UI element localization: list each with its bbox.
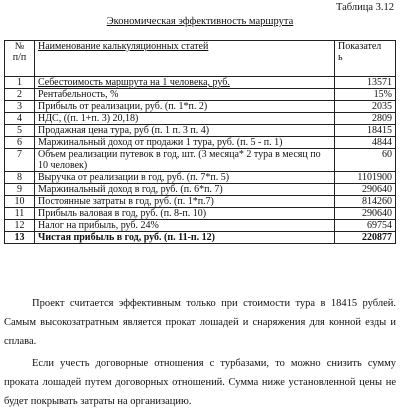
row-name [35, 149, 335, 172]
row-name-text: Прибыль от реализации, руб. (п. 1*п. 2) [38, 101, 208, 112]
row-name-text: Продажная цена тура, руб (п. 1 п. 3 п. 4) [38, 125, 210, 136]
row-name-text: Чистая прибыль в год, руб. (п. 11-п. 12) [38, 232, 215, 243]
row-name [35, 232, 335, 244]
table-row [5, 125, 396, 137]
table-row [5, 232, 396, 244]
table-row [5, 101, 396, 113]
row-value: 2035 [335, 101, 396, 113]
table-row [5, 113, 396, 125]
row-number: 7 [5, 149, 35, 172]
row-value: 814260 [335, 196, 396, 208]
table-row [5, 77, 396, 89]
table-body [5, 77, 396, 244]
row-value: 1101900 [335, 172, 396, 184]
row-name-text: Выручка от реализации в год, руб. (п. 7*п. 5) [38, 172, 230, 183]
table-row [5, 89, 396, 101]
row-value: 290640 [335, 184, 396, 196]
row-name-text: Налог на прибыль, руб. 24% [38, 220, 159, 231]
row-number: 13 [5, 232, 35, 244]
table-number: Таблица 3.12 [335, 2, 394, 13]
row-name [35, 220, 335, 232]
row-name [35, 208, 335, 220]
row-value: 220877 [335, 232, 396, 244]
row-name [35, 196, 335, 208]
economic-efficiency-table [4, 40, 396, 244]
header-name: Наименование калькуляционных статей [35, 41, 335, 77]
row-number: 10 [5, 196, 35, 208]
row-name [35, 89, 335, 101]
row-name [35, 101, 335, 113]
table-row [5, 149, 396, 172]
row-value: 69754 [335, 220, 396, 232]
row-value: 2809 [335, 113, 396, 125]
row-name-text: Прибыль валовая в год, руб. (п. 8-п. 10) [38, 208, 207, 219]
table-row [5, 220, 396, 232]
header-number: № п/п [5, 41, 35, 77]
row-number: 3 [5, 101, 35, 113]
table-row [5, 184, 396, 196]
header-value: Показател ь [335, 41, 396, 77]
row-name-text: Рентабельность, % [38, 89, 119, 100]
paragraph-1: Проект считается эффективным только при стоимости тура в 18415 рублей. Самым высокозатратным является прокат лошадей и снаряжения для конной езды и сплава. [4, 298, 396, 347]
row-name [35, 172, 335, 184]
row-name-text: Объем реализации путевок в год, шт. (3 месяца* 2 тура в месяц по 10 человек) [38, 149, 321, 171]
row-value: 13571 [335, 77, 396, 89]
row-name-text: Себестоимость маршрута на 1 человека, руб. [38, 77, 230, 88]
table-row [5, 208, 396, 220]
row-number: 1 [5, 77, 35, 89]
row-name-text: Постоянные затраты в год, руб. (п. 1*п.7) [38, 196, 214, 207]
row-number: 4 [5, 113, 35, 125]
row-value: 18415 [335, 125, 396, 137]
row-name [35, 184, 335, 196]
row-name-text: Маржинальный доход в год, руб. (п. 6*п. 7) [38, 184, 223, 195]
row-name [35, 125, 335, 137]
row-number: 11 [5, 208, 35, 220]
row-number: 9 [5, 184, 35, 196]
row-number: 8 [5, 172, 35, 184]
row-name [35, 113, 335, 125]
row-value: 290640 [335, 208, 396, 220]
table-title: Экономическая эффективность маршрута [106, 16, 294, 27]
paragraph-2: Если учесть договорные отношения с турбазами, то можно снизить сумму проката лошадей путем договорных отношений. Сумма ниже установленной цены не будет покрывать затраты на организацию. [4, 358, 396, 407]
row-value: 15% [335, 89, 396, 101]
row-number: 2 [5, 89, 35, 101]
row-number: 12 [5, 220, 35, 232]
row-value: 60 [335, 149, 396, 172]
row-name [35, 137, 335, 149]
row-name-text: НДС, ((п. 1+п. 3) 20,18) [38, 113, 139, 124]
table-row [5, 172, 396, 184]
table-row [5, 137, 396, 149]
row-number: 6 [5, 137, 35, 149]
row-value: 4844 [335, 137, 396, 149]
row-name [35, 77, 335, 89]
row-name-text: Маржинальный доход от продажи 1 тура, руб. (п. 5 - п. 1) [38, 137, 283, 148]
table-row [5, 196, 396, 208]
row-number: 5 [5, 125, 35, 137]
